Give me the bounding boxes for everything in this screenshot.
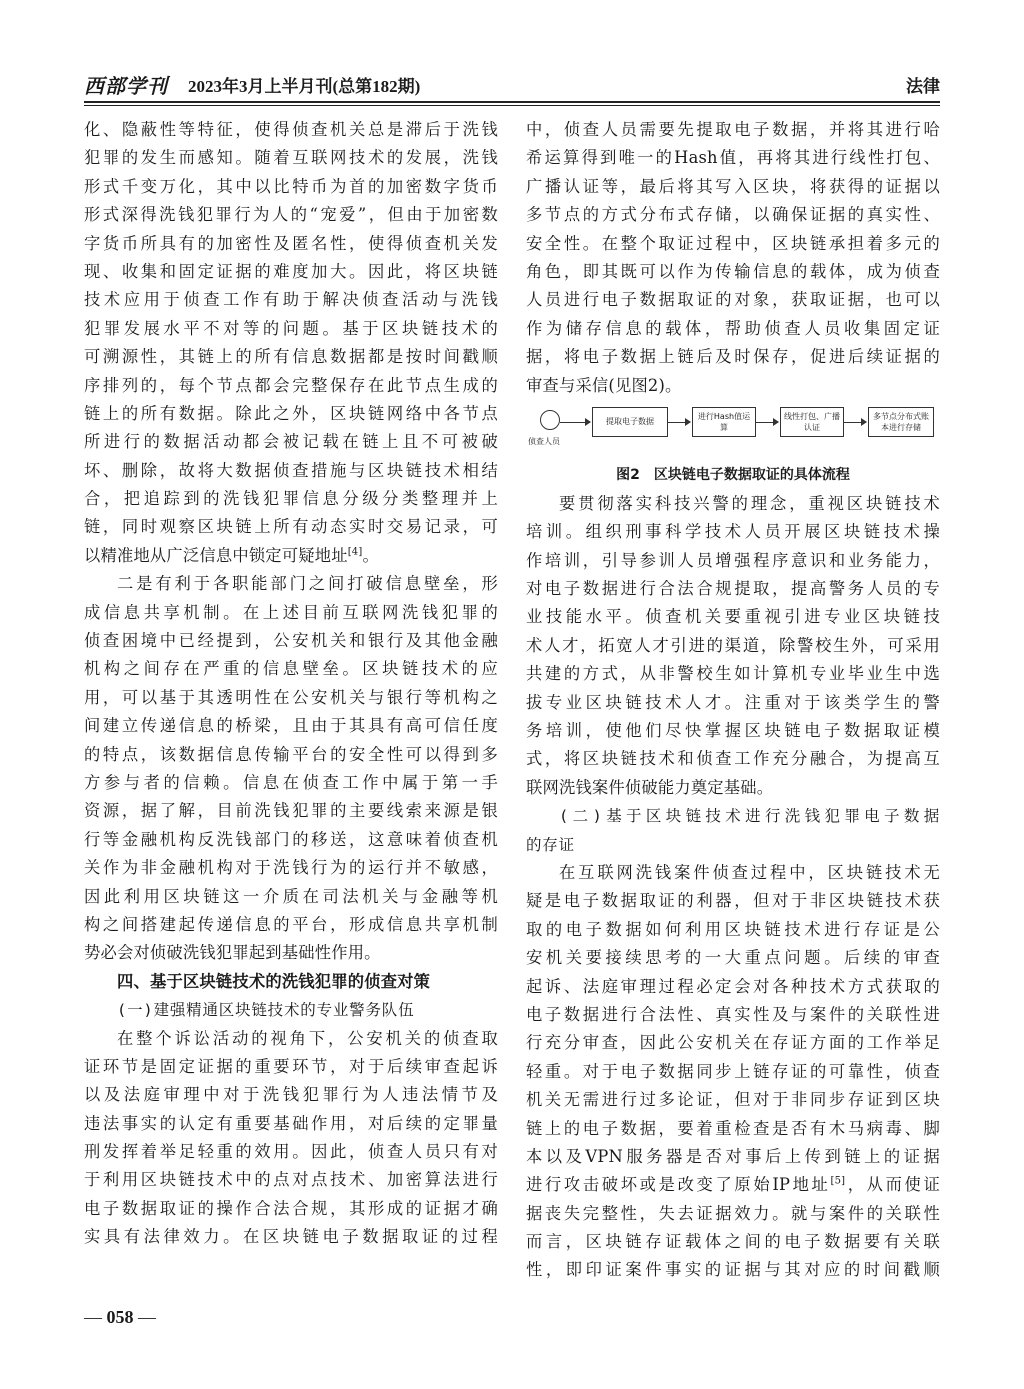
text-line: 安机关要接续思考的一大重点问题。后续的审查 bbox=[526, 948, 940, 968]
text-line: 共建的方式，从非警校生如计算机专业毕业生中选 bbox=[526, 664, 940, 684]
text-line: 业技能水平。侦查机关要重视引进专业区块链技 bbox=[526, 607, 940, 627]
citation-ref: [5] bbox=[830, 1175, 846, 1187]
text-line: 希运算得到唯一的Hash值，再将其进行线性打包、 bbox=[526, 148, 940, 168]
subsection-heading: (二)基于区块链技术进行洗钱犯罪电子数据 bbox=[559, 807, 940, 826]
text-line: 刑发挥着举足轻重的效用。因此，侦查人员只有对 bbox=[84, 1142, 498, 1162]
subsection-heading-cont: 的存证 bbox=[526, 835, 575, 854]
flow-arrow bbox=[560, 422, 590, 424]
flow-arrow bbox=[668, 422, 690, 424]
text-line: 坏、删除，故将大数据侦查措施与区块链技术相结 bbox=[84, 460, 498, 480]
text-line: 机关无需进行过多论证，但对于非同步存证到区块 bbox=[526, 1090, 940, 1110]
text-line: 作培训，引导参训人员增强程序意识和业务能力， bbox=[526, 550, 940, 570]
text-line: 的特点，该数据信息传输平台的安全性可以得到多 bbox=[84, 744, 498, 764]
text-line: 二是有利于各职能部门之间打破信息壁垒，形 bbox=[117, 574, 498, 594]
text-line: 链上的电子数据，要着重检查是否有木马病毒、脚 bbox=[526, 1118, 940, 1138]
right-column bbox=[526, 116, 940, 1285]
flow-diagram bbox=[526, 400, 940, 460]
text-line: 式，将区块链技术和侦查工作充分融合，为提高互 bbox=[526, 749, 940, 769]
text-line: 而言，区块链存证载体之间的电子数据要有关联 bbox=[526, 1232, 940, 1252]
figure-caption: 图2 区块链电子数据取证的具体流程 bbox=[616, 466, 850, 483]
text-line: 机构之间存在严重的信息壁垒。区块链技术的应 bbox=[84, 659, 498, 679]
text-line: 务培训，使他们尽快掌握区块链电子数据取证模 bbox=[526, 721, 940, 741]
text-line: 方参与者的信赖。信息在侦查工作中属于第一手 bbox=[84, 772, 498, 792]
text-line: 违法事实的认定有重要基础作用，对后续的定罪量 bbox=[84, 1113, 498, 1133]
text-segment: 以精准地从广泛信息中锁定可疑地址 bbox=[84, 545, 348, 565]
text-segment: 进行攻击破坏或是改变了原始IP地址 bbox=[526, 1175, 831, 1195]
page-footer bbox=[84, 1307, 156, 1328]
text-line: 电子数据进行合法性、真实性及与案件的关联性进 bbox=[526, 1004, 940, 1024]
text-line: 疑是电子数据取证的利器，但对于非区块链技术获 bbox=[526, 891, 940, 911]
journal-name: 西部学刊 bbox=[84, 74, 168, 98]
text-line: 拔专业区块链技术人才。注重对于该类学生的警 bbox=[526, 692, 940, 712]
text-line: 在整个诉讼活动的视角下，公安机关的侦查取 bbox=[117, 1028, 498, 1048]
text-line: 合，把追踪到的洗钱犯罪信息分级分类整理并上 bbox=[84, 489, 498, 509]
text-line: 犯罪发展水平不对等的问题。基于区块链技术的 bbox=[84, 318, 498, 338]
text-segment: ，从而使证 bbox=[845, 1175, 940, 1195]
text-line: 角色，即其既可以作为传输信息的载体，成为侦查 bbox=[526, 261, 940, 281]
text-line: 取的电子数据如何利用区块链技术进行存证是公 bbox=[526, 919, 940, 939]
text-line: 行充分审查，因此公安机关在存证方面的工作举足 bbox=[526, 1033, 940, 1053]
text-line bbox=[84, 542, 498, 570]
text-line: 字货币所具有的加密性及匿名性，使得侦查机关发 bbox=[84, 233, 498, 253]
text-segment: 。 bbox=[362, 545, 379, 565]
text-line: 化、隐蔽性等特征，使得侦查机关总是滞后于洗钱 bbox=[84, 120, 498, 139]
citation-ref: [4] bbox=[347, 546, 363, 558]
text-line: 关作为非金融机构对于洗钱行为的运行并不敏感， bbox=[84, 858, 498, 878]
section-heading: 四、基于区块链技术的洗钱犯罪的侦查对策 bbox=[117, 971, 431, 991]
page-header bbox=[84, 66, 940, 98]
text-line: 要贯彻落实科技兴警的理念，重视区块链技术 bbox=[559, 493, 940, 513]
text-line: 势必会对侦破洗钱犯罪起到基础性作用。 bbox=[84, 943, 381, 963]
text-line: 术人才，拓宽人才引进的渠道，除警校生外，可采用 bbox=[526, 635, 940, 655]
text-line: 联网洗钱案件侦破能力奠定基础。 bbox=[526, 777, 774, 797]
page-number: 058 bbox=[106, 1307, 134, 1327]
text-line: 于利用区块链技术中的点对点技术、加密算法进行 bbox=[84, 1170, 498, 1190]
flow-step-hash: 进行Hash值运算 bbox=[692, 407, 756, 437]
flow-arrow bbox=[756, 422, 778, 424]
text-line: 可溯源性，其链上的所有信息数据都是按时间戳顺 bbox=[84, 347, 498, 367]
text-line: 所进行的数据活动都会被记载在链上且不可被破 bbox=[84, 432, 498, 452]
text-line: 因此利用区块链这一介质在司法机关与金融等机 bbox=[84, 886, 498, 906]
text-line: 广播认证等，最后将其写入区块，将获得的证据以 bbox=[526, 176, 940, 196]
issue-info: 2023年3月上半月刊(总第182期) bbox=[188, 77, 421, 96]
left-column bbox=[84, 116, 498, 1252]
text-line: 形式千变万化，其中以比特币为首的加密数字货币 bbox=[84, 176, 498, 196]
header-rule-thick bbox=[84, 101, 940, 103]
text-line: 本以及VPN服务器是否对事后上传到链上的证据 bbox=[526, 1146, 940, 1166]
flow-step-extract: 提取电子数据 bbox=[592, 407, 668, 437]
start-node-circle bbox=[540, 410, 560, 430]
text-line: 人员进行电子数据取证的对象，获取证据，也可以 bbox=[526, 290, 940, 310]
text-line: 链，同时观察区块链上所有动态实时交易记录，可 bbox=[84, 517, 498, 537]
footer-dash-right: — bbox=[138, 1307, 156, 1327]
text-line: 行等金融机构反洗钱部门的移送，这意味着侦查机 bbox=[84, 829, 498, 849]
flow-arrow bbox=[844, 422, 866, 424]
text-line: 对电子数据进行合法合规提取，提高警务人员的专 bbox=[526, 579, 940, 599]
text-line: 安全性。在整个取证过程中，区块链承担着多元的 bbox=[526, 233, 940, 253]
text-line: 以及法庭审理中对于洗钱犯罪行为人违法情节及 bbox=[84, 1085, 498, 1105]
text-line: 多节点的方式分布式存储，以确保证据的真实性、 bbox=[526, 205, 940, 225]
text-line: 中，侦查人员需要先提取电子数据，并将其进行哈 bbox=[526, 120, 940, 139]
start-node-label: 侦查人员 bbox=[528, 436, 560, 446]
text-line: 现、收集和固定证据的难度加大。因此，将区块链 bbox=[84, 261, 498, 281]
flow-step-pack: 线性打包、广播认证 bbox=[780, 407, 844, 437]
text-line: 审查与采信(见图2)。 bbox=[526, 375, 682, 395]
text-line: 链上的所有数据。除此之外，区块链网络中各节点 bbox=[84, 403, 498, 423]
text-line: 起诉、法庭审理过程必定会对各种技术方式获取的 bbox=[526, 976, 940, 996]
flow-step-store: 多节点分布式账本进行存储 bbox=[868, 407, 934, 437]
text-line: 侦查困境中已经提到，公安机关和银行及其他金融 bbox=[84, 631, 498, 651]
header-rule-thin bbox=[84, 105, 940, 106]
text-line: 实具有法律效力。在区块链电子数据取证的过程 bbox=[84, 1227, 498, 1247]
text-line: 形式深得洗钱犯罪行为人的“宠爱”，但由于加密数 bbox=[84, 205, 498, 225]
text-line: 轻重。对于电子数据同步上链存证的可靠性，侦查 bbox=[526, 1061, 940, 1081]
subsection-heading: (一)建强精通区块链技术的专业警务队伍 bbox=[117, 1001, 415, 1020]
text-line: 构之间搭建起传递信息的平台，形成信息共享机制 bbox=[84, 914, 498, 934]
text-line: 序排列的，每个节点都会完整保存在此节点生成的 bbox=[84, 375, 498, 395]
text-line: 成信息共享机制。在上述目前互联网洗钱犯罪的 bbox=[84, 602, 498, 622]
footer-dash-left: — bbox=[84, 1307, 102, 1327]
text-line bbox=[526, 1171, 940, 1199]
text-line: 在互联网洗钱案件侦查过程中，区块链技术无 bbox=[559, 862, 940, 882]
text-line: 间建立传递信息的桥梁，且由于其具有高可信任度 bbox=[84, 716, 498, 736]
text-line: 证环节是固定证据的重要环节，对于后续审查起诉 bbox=[84, 1056, 498, 1076]
text-line: 资源，据了解，目前洗钱犯罪的主要线索来源是银 bbox=[84, 801, 498, 821]
text-line: 据丧失完整性，失去证据效力。就与案件的关联性 bbox=[526, 1203, 940, 1223]
text-line: 用，可以基于其透明性在公安机关与银行等机构之 bbox=[84, 687, 498, 707]
text-line: 培训。组织刑事科学技术人员开展区块链技术操 bbox=[526, 522, 940, 542]
text-line: 电子数据取证的操作合法合规，其形成的证据才确 bbox=[84, 1198, 498, 1218]
text-line: 作为储存信息的载体，帮助侦查人员收集固定证 bbox=[526, 318, 940, 338]
text-line: 据，将电子数据上链后及时保存，促进后续证据的 bbox=[526, 347, 940, 367]
text-line: 技术应用于侦查工作有助于解决侦查活动与洗钱 bbox=[84, 290, 498, 310]
text-line: 犯罪的发生而感知。随着互联网技术的发展，洗钱 bbox=[84, 148, 498, 168]
section-label: 法律 bbox=[906, 77, 940, 97]
text-line: 性，即印证案件事实的证据与其对应的时间戳顺 bbox=[526, 1260, 940, 1280]
